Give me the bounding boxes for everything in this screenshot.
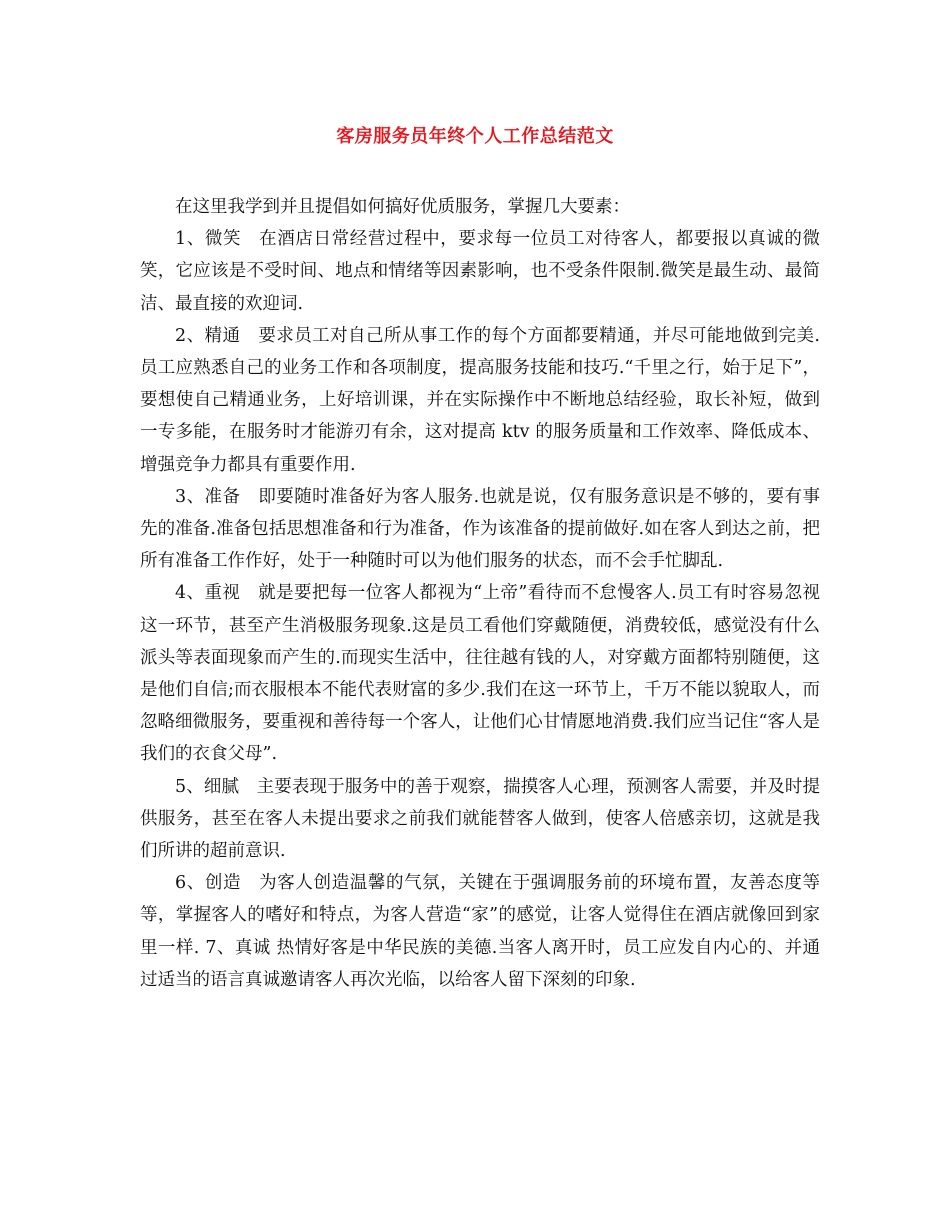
document-body bbox=[140, 191, 820, 996]
paragraph-proficiency: 2、精通 要求员工对自己所从事工作的每个方面都要精通，并尽可能地做到完美.员工应熟悉自己的业务工作和各项制度，提高服务技能和技巧.“千里之行，始于足下”，要想使自己精通业务，上好培训课，并在实际操作中不断地总结经验，取长补短，做到一专多能，在服务时才能游刃有余，这对提高 ktv 的服务质量和工作效率、降低成本、增强竞争力都具有重要作用. bbox=[140, 325, 820, 475]
paragraph-preparation: 3、准备 即要随时准备好为客人服务.也就是说，仅有服务意识是不够的，要有事先的准备.准备包括思想准备和行为准备，作为该准备的提前做好.如在客人到达之前，把所有准备工作作好，处于一种随时可以为他们服务的状态，而不会手忙脚乱. bbox=[140, 486, 820, 572]
document-title: 客房服务员年终个人工作总结范文 bbox=[336, 126, 614, 147]
paragraph-creation: 6、创造 为客人创造温馨的气氛，关键在于强调服务前的环境布置，友善态度等等，掌握客人的嗜好和特点，为客人营造“家”的感觉，让客人觉得住在酒店就像回到家里一样. 7、真诚 热情好客是中华民族的美德.当客人离开时，员工应发自内心的、并通过适当的语言真诚邀请客人再次光临，以给客人留下深刻的印象. bbox=[140, 873, 820, 990]
paragraph-meticulous: 5、细腻 主要表现于服务中的善于观察，揣摸客人心理，预测客人需要，并及时提供服务，甚至在客人未提出要求之前我们就能替客人做到，使客人倍感亲切，这就是我们所讲的超前意识. bbox=[140, 776, 820, 862]
paragraph-intro: 在这里我学到并且提倡如何搞好优质服务，掌握几大要素： bbox=[175, 197, 630, 217]
paragraph-attention: 4、重视 就是要把每一位客人都视为“上帝”看待而不怠慢客人.员工有时容易忽视这一环节，甚至产生消极服务现象.这是员工看他们穿戴随便，消费较低，感觉没有什么派头等表面现象而产生的.而现实生活中，往往越有钱的人，对穿戴方面都特别随便，这是他们自信;而衣服根本不能代表财富的多少.我们在这一环节上，千万不能以貌取人，而忽略细微服务，要重视和善待每一个客人，让他们心甘情愿地消费.我们应当记住“客人是我们的衣食父母”. bbox=[140, 583, 820, 765]
paragraph-smile: 1、微笑 在酒店日常经营过程中，要求每一位员工对待客人，都要报以真诚的微笑，它应该是不受时间、地点和情绪等因素影响，也不受条件限制.微笑是最生动、最简洁、最直接的欢迎词. bbox=[140, 229, 820, 314]
